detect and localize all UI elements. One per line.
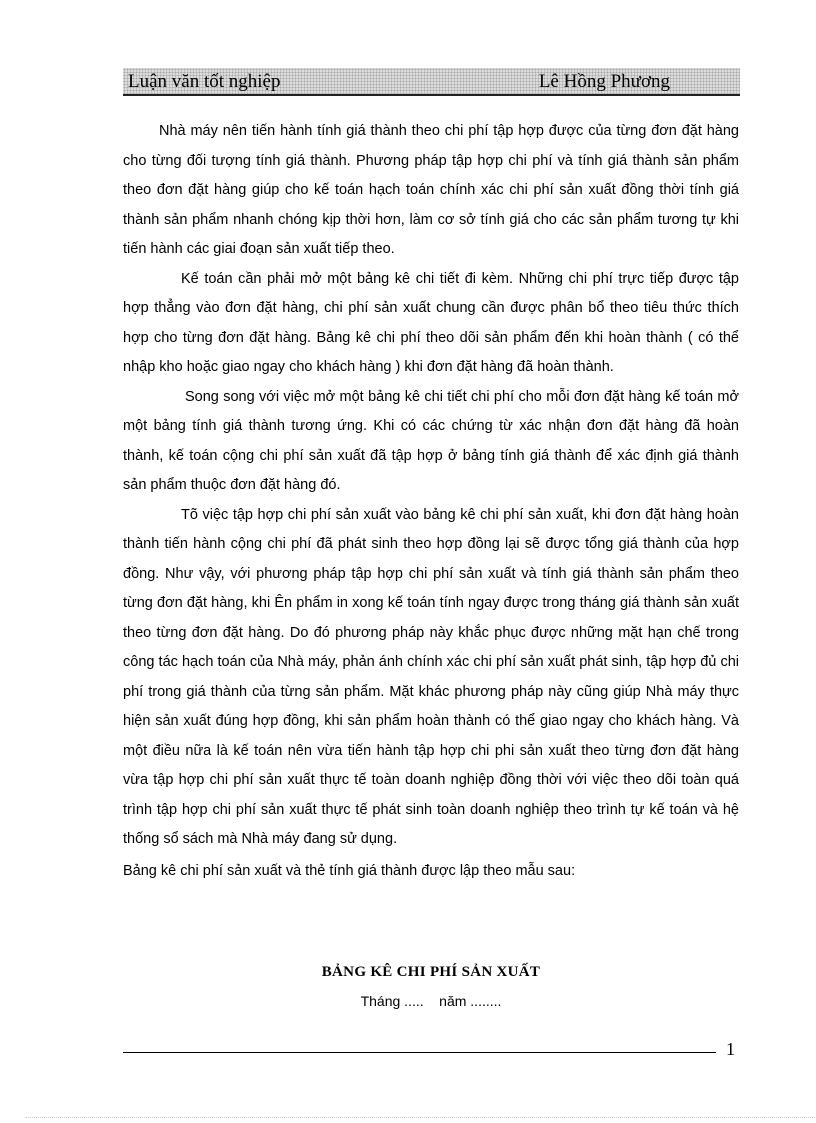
- footer-rule: [123, 1052, 716, 1053]
- header-author: Lê Hồng Phương: [538, 71, 670, 92]
- paragraph-4: Tõ việc tập hợp chi phí sản xuất vào bảng kê chi phí sản xuất, khi đơn đặt hàng hoàn thành tiến hành cộng chi phí đã phát sinh theo hợp đồng lại sẽ được tổng giá thành của hợp đồng. Như vậy, với phương pháp tập hợp chi phí sản xuất và tính giá thành sản phẩm theo từng đơn đặt hàng, khi Ên phẩm in xong kế toán tính ngay được trong tháng giá thành sản xuất theo từng đơn đặt hàng. Do đó phương pháp này khắc phục được những mặt hạn chế trong công tác hạch toán của Nhà máy, phản ánh chính xác chi phí sản xuất phát sinh, tập hợp đủ chi phí trong giá thành của từng sản phẩm. Mặt khác phương pháp này cũng giúp Nhà máy thực hiện sản xuất đúng hợp đồng, khi sản phẩm hoàn thành có thể giao ngay cho khách hàng. Và một điều nữa là kế toán nên vừa tiến hành tập hợp chi phi sản xuất theo từng đơn đặt hàng vừa tập hợp chi phí sản xuất thực tế toàn doanh nghiệp đồng thời với việc theo dõi toàn quá trình tập hợp chi phí sản xuất thực tế phát sinh toàn doanh nghiệp theo trình tự kế toán và hệ thống sổ sách mà Nhà máy đang sử dụng.: [123, 506, 739, 847]
- paragraph-intro: Bảng kê chi phí sản xuất và thẻ tính giá thành được lập theo mẫu sau:: [123, 862, 576, 879]
- table-period: Tháng ..... năm ........: [360, 993, 502, 1009]
- header-title: Luận văn tốt nghiệp: [128, 71, 281, 92]
- page-edge-divider: [25, 1117, 815, 1118]
- page-number: 1: [726, 1039, 735, 1059]
- page-header: [123, 68, 740, 96]
- paragraph-3: Song song với việc mở một bảng kê chi tiết chi phí cho mỗi đơn đặt hàng kế toán mở một bảng tính giá thành tương ứng. Khi có các chứng từ xác nhận đơn đặt hàng đã hoàn thành, kế toán cộng chi phí sản xuất đã tập hợp ở bảng tính giá thành để xác định giá thành sản phẩm thuộc đơn đặt hàng đó.: [123, 388, 739, 493]
- table-title: BẢNG KÊ CHI PHÍ SẢN XUẤT: [321, 964, 541, 980]
- paragraph-1: Nhà máy nên tiến hành tính giá thành theo chi phí tập hợp được của từng đơn đặt hàng cho từng đối tượng tính giá thành. Phương pháp tập hợp chi phí và tính giá thành sản phẩm theo đơn đặt hàng giúp cho kế toán hạch toán chính xác chi phí sản xuất đồng thời tính giá thành sản phẩm nhanh chóng kịp thời hơn, làm cơ sở tính giá cho các sản phẩm tương tự khi tiến hành các giai đoạn sản xuất tiếp theo.: [123, 123, 739, 257]
- paragraph-2: Kế toán cần phải mở một bảng kê chi tiết đi kèm. Những chi phí trực tiếp được tập hợp thẳng vào đơn đặt hàng, chi phí sản xuất chung cần được phân bổ theo tiêu thức thích hợp cho từng đơn đặt hàng. Bảng kê chi phí theo dõi sản phẩm đến khi hoàn thành ( có thể nhập kho hoặc giao ngay cho khách hàng ) khi đơn đặt hàng đã hoàn thành.: [123, 270, 739, 375]
- document-body: [123, 117, 739, 886]
